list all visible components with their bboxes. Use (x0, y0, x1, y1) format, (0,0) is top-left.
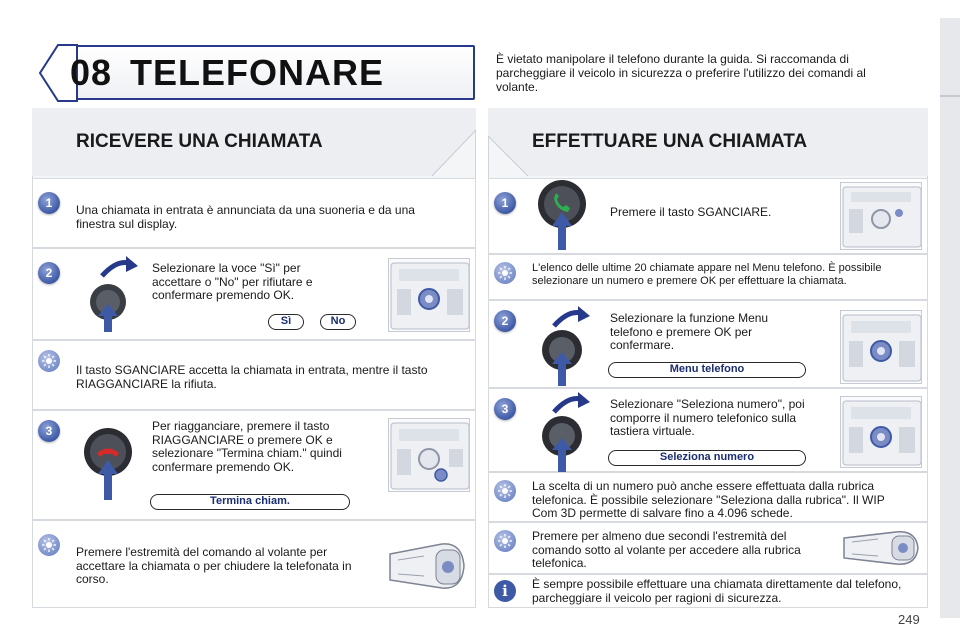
radio-unit-image (388, 418, 470, 492)
receive-tip-1-text: Il tasto SGANCIARE accetta la chiamata in entrata, mentre il tasto RIAGGANCIARE la rifiuta. (76, 363, 428, 391)
tip-sun-icon (494, 480, 516, 502)
tip-sun-icon (38, 350, 60, 372)
ok-knob-press-icon (536, 390, 596, 472)
answer-button-icon (534, 178, 594, 250)
receive-section-title: RICEVERE UNA CHIAMATA (76, 131, 323, 152)
steering-stalk-image (384, 536, 470, 602)
select-number-option[interactable]: Seleziona numero (608, 450, 806, 466)
step-number-badge: 2 (38, 262, 60, 284)
make-step-3-text: Selezionare "Seleziona numero", poi comporre il numero telefonico sulla tastiera virtuale. (610, 397, 805, 438)
radio-unit-image (388, 258, 470, 332)
hangup-button-icon (80, 420, 140, 502)
receive-step-2-text: Selezionare la voce "Sì" per accettare o "No" per rifiutare e confermare premendo OK. (152, 261, 313, 302)
ok-knob-press-icon (536, 304, 596, 386)
page-edge-divider (940, 95, 960, 97)
info-icon: i (494, 580, 516, 602)
make-tip-3-text: Premere per almeno due secondi l'estremità del comando sotto al volante per accedere alla rubrica telefonica. (532, 529, 801, 570)
step-number-badge: 3 (38, 420, 60, 442)
make-info-text: È sempre possibile effettuare una chiamata direttamente dal telefono, parcheggiare il veicolo per ragioni di sicurezza. (532, 577, 902, 605)
chapter-number: 08 (70, 52, 113, 93)
radio-unit-image (840, 310, 922, 384)
steering-stalk-image (838, 526, 924, 572)
tip-sun-icon (494, 530, 516, 552)
no-option[interactable]: No (320, 314, 356, 330)
phone-menu-option[interactable]: Menu telefono (608, 362, 806, 378)
tip-sun-icon (38, 534, 60, 556)
make-tip-1-text: L'elenco delle ultime 20 chiamate appare nel Menu telefono. È possibile selezionare un numero e premere OK per effettuare la chiamata. (532, 262, 882, 287)
make-tip-2-text: La scelta di un numero può anche essere effettuata dalla rubrica telefonica. È possibile selezionare "Seleziona dalla rubrica". Il WIP Com 3D permette di salvare fino a 4.096 schede. (532, 479, 885, 520)
receive-tip-2-text: Premere l'estremità del comando al volante per accettare la chiamata o per chiudere la telefonata in corso. (76, 545, 352, 586)
make-step-2-text: Selezionare la funzione Menu telefono e premere OK per confermare. (610, 311, 769, 352)
receive-step-3-text: Per riagganciare, premere il tasto RIAGGANCIARE o premere OK e selezionare "Termina chiam." quindi confermare premendo OK. (152, 419, 342, 474)
step-number-badge: 1 (494, 192, 516, 214)
step-number-badge: 2 (494, 310, 516, 332)
make-section-title: EFFETTUARE UNA CHIAMATA (532, 131, 808, 152)
tip-sun-icon (494, 262, 516, 284)
safety-warning: È vietato manipolare il telefono durante la guida. Si raccomanda di parcheggiare il veicolo in sicurezza o preferire l'utilizzo dei comandi al volante. (496, 52, 866, 94)
receive-step-1-text: Una chiamata in entrata è annunciata da una suoneria e da una finestra sul display. (76, 203, 415, 231)
page-number: 249 (898, 612, 920, 627)
radio-unit-image (840, 396, 922, 468)
page-edge-strip (940, 18, 960, 618)
end-call-option[interactable]: Termina chiam. (150, 494, 350, 510)
chapter-title: TELEFONARE (130, 52, 385, 93)
ok-knob-press-icon (80, 254, 140, 334)
step-number-badge: 3 (494, 398, 516, 420)
radio-unit-image (840, 182, 922, 250)
yes-option[interactable]: Sì (268, 314, 304, 330)
step-number-badge: 1 (38, 192, 60, 214)
make-step-1-text: Premere il tasto SGANCIARE. (610, 205, 772, 219)
